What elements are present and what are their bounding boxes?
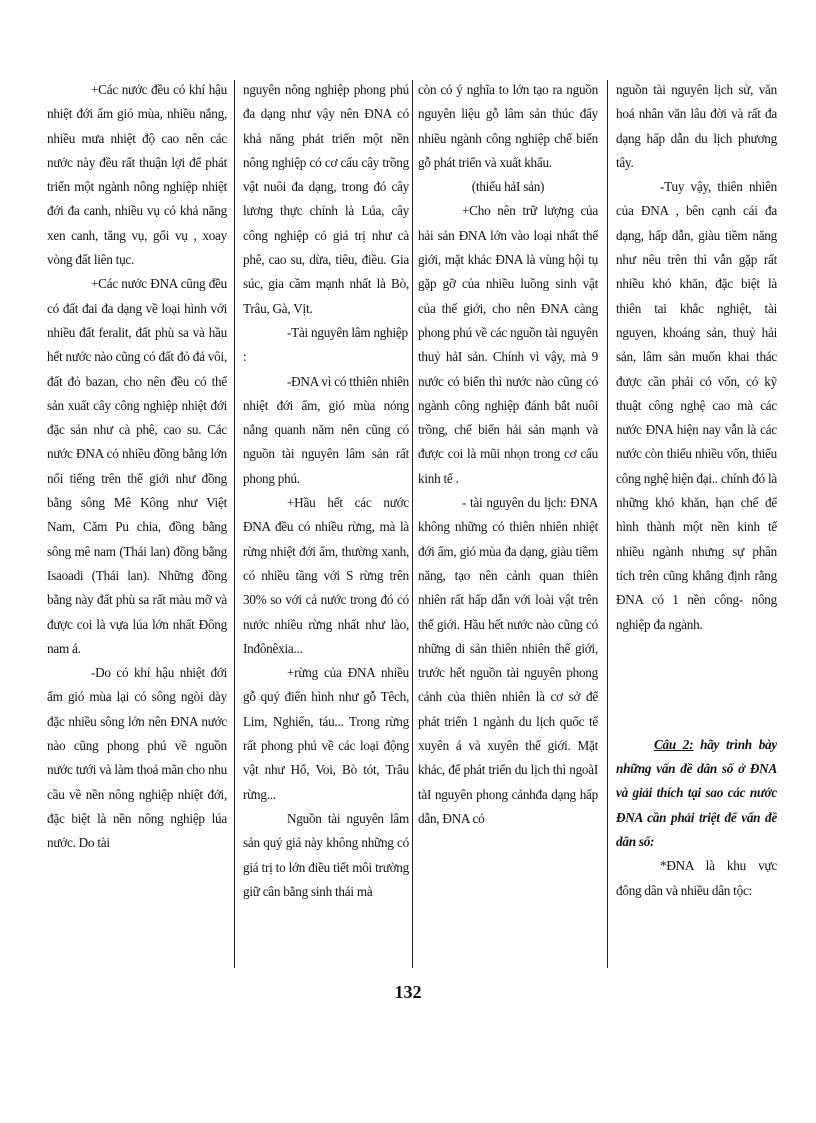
question-label: Câu 2: [654, 736, 694, 752]
paragraph: -Do có khí hậu nhiệt đới ẩm gió mùa lại có sông ngòi dày đặc nhiều sông lớn nên ĐNA nước nào cũng phong phú về nguồn nước tưới và làm thoả mãn cho nhu cầu về nền nông nghiệp nhiệt đới, đặc biệt là nền nông nghiệp lúa nước. Do tài [47, 665, 227, 851]
paragraph: -Tuy vậy, thiên nhiên của ĐNA , bên cạnh cái đa dạng, hấp dẫn, giàu tiềm năng như nêu trên thì vẫn gặp rất nhiều khó khăn, đặc biệt là thiên tai khắc nghiệt, tài nguyen, khoáng sản, thuỷ hải sản, lâm sản muốn khai thác được cần phải có vốn, có kỹ thuật công nghệ cao mà các nước ĐNA hiện nay vẫn là các nước còn thiếu nhiều vốn, thiếu công nghệ hiện đại.. chính đó là những khó khăn, hạn chế để hình thành một nền kinh tế nhiều ngành nhưng sự phân tích trên cũng khẳng định rằng ĐNA có 1 nền công- nông nghiệp đa ngành. [616, 179, 777, 632]
paragraph-spacer [616, 709, 777, 733]
paragraph: nguồn tài nguyên lịch sử, văn hoá nhân văn lâu đời và rất đa dạng hấp dẫn du lịch phương tây. [616, 82, 777, 170]
paragraph-spacer [616, 637, 777, 661]
column-divider-3 [607, 80, 608, 968]
paragraph: còn có ý nghĩa to lớn tạo ra nguồn nguyên liệu gỗ lâm sản thúc đẩy nhiều ngành công nghiệp chế biến gỗ phát triển và xuất khẩu. [418, 82, 598, 170]
text-column-3 [418, 78, 598, 970]
text-column-4 [616, 78, 777, 970]
page-number: 132 [394, 982, 422, 1002]
paragraph-spacer [616, 661, 777, 685]
paragraph: - tài nguyên du lịch: ĐNA không những có thiên nhiên nhiệt đới ẩm, gió mùa đa dạng, giàu tiềm năng, tạo nên cảnh quan thiên nhiên rất hấp dẫn với loài vật trên thế giới. Hầu hết nước nào cũng có những di sản thiên nhiên thế giới, trước hết nguồn tài nguyên phong cảnh của thiên nhiên là cơ sở để phát triển 1 ngành du lịch quốc tế xuyên á và xuyên thế giới. Mặt khác, để phát triển du lịch thì ngoàI tàI nguyên phong cảnhđa dạng hấp dẫn, ĐNA có [418, 495, 598, 826]
column-divider-1 [234, 80, 235, 968]
paragraph: -ĐNA vì có tthiên nhiên nhiệt đới ẩm, gió mùa nóng nắng quanh năm nên cũng có nguồn tài nguyên lâm sản rất phong phú. [243, 373, 409, 486]
column-divider-2 [412, 80, 413, 968]
paragraph: *ĐNA là khu vực đông dân và nhiều dân tộc: [616, 858, 777, 898]
paragraph: (thiếu hảI sản) [471, 179, 545, 195]
paragraph: -Tài nguyên lâm nghiệp [287, 324, 408, 340]
paragraph: +Các nước ĐNA cũng đều có đất đai đa dạng về loại hình với nhiều đất feralit, đất phù sa và hầu hết nước nào cũng có đất đỏ đá vôi, đất đỏ bazan, cho nên đều có thể sản xuất cây công nghiệp nhiệt đới đặc sản như cà phê, cao su. Các nước ĐNA có nhiều đồng bằng lớn nổi tiếng trên thế giới như đồng bằng sông Mê Kông như Việt Nam, Căm Pu chia, đồng bằng sông mê nam (Thái lan) đồng bằng Isaoadi (Thái lan). Những đồng bằng này đất phù sa rất màu mỡ và được coi là vựa lúa lớn nhất Đông nam á. [47, 276, 227, 656]
text-column-2 [243, 78, 409, 970]
paragraph: +Hầu hết các nước ĐNA đều có nhiều rừng, mà là rừng nhiệt đới ẩm, thường xanh, có nhiều tầng với S rừng trên 30% so với cả nước trong đó có nước nhiều rừng nhất như lào, Inđônêxia... [243, 495, 409, 656]
paragraph: +rừng của ĐNA nhiều gỗ quý điển hình như gỗ Têch, Lim, Nghiến, táu... Trong rừng rất phong phú về các loại động vật như Hổ, Voi, Bò tót, Trâu rừng... [243, 665, 409, 802]
paragraph-spacer [616, 685, 777, 709]
paragraph: nguyên nông nghiệp phong phú đa dạng như vậy nên ĐNA có khả năng phát triển một nền nông nghiệp có cơ cấu cây trồng vật nuôi đa dạng, trong đó cây lương thực chính là Lúa, cây công nghiệp có giá trị như cà phê, cao su, dừa, tiêu, điều. Gia súc, gia cầm mạnh nhất là Bò, Trâu, Gà, Vịt. [243, 82, 409, 316]
paragraph: +Cho nên trữ lượng của hải sản ĐNA lớn vào loại nhất thế giới, mặt khác ĐNA là vùng hội tụ gặp gỡ của nhiều luồng sinh vật của thế giới, cho nên ĐNA càng phong phú về các nguồn tài nguyên thuỷ hảI sản. Chính vì vậy, mà 9 nước có biển thì nước nào cũng có ngành công nghiệp đánh bắt nuôi trồng, chế biến hải sản mạnh và được coi là mũi nhọn trong cơ cấu kinh tế . [418, 203, 598, 486]
question-text: hãy trình bày những vấn đề dân số ở ĐNA và giải thích tại sao các nước ĐNA cần phải triệt để vấn đề dân số: [616, 736, 777, 850]
paragraph: +Các nước đều có khí hậu nhiệt đới ẩm gió mùa, nhiều nắng, nhiều mưa nhiệt độ cao nên các nước này đều rất thuận lợi để phát triển một ngành nông nghiệp nhiệt đới đa canh, nhiều vụ có khả năng xen canh, tăng vụ, gối vụ , xoay vòng đất liên tục. [47, 82, 227, 268]
paragraph: Nguồn tài nguyên lâm sản quý giá này không những có giá trị to lớn điều tiết môi trường giữ cân bằng sinh thái mà [243, 810, 409, 899]
text-column-1 [47, 78, 227, 970]
question-heading [616, 733, 777, 854]
paragraph: : [243, 349, 247, 365]
